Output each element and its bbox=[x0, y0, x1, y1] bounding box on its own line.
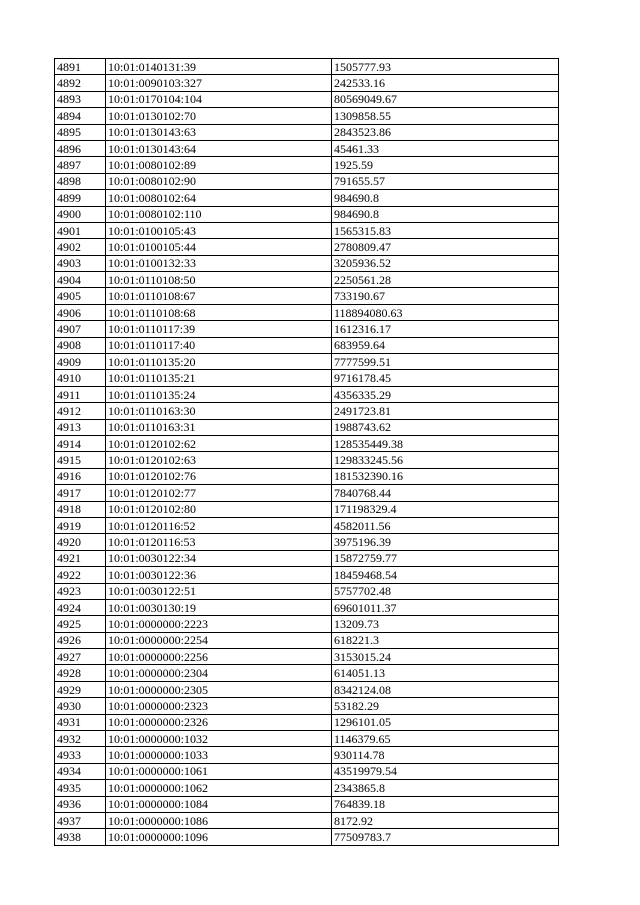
row-number-cell: 4924 bbox=[55, 599, 106, 615]
cadastral-number-cell: 10:01:0000000:1084 bbox=[106, 796, 332, 812]
table-row bbox=[55, 157, 559, 173]
value-cell: 2843523.86 bbox=[332, 124, 559, 140]
table-row bbox=[55, 255, 559, 271]
cadastral-number-cell: 10:01:0120116:53 bbox=[106, 534, 332, 550]
row-number-cell: 4926 bbox=[55, 632, 106, 648]
table-row bbox=[55, 599, 559, 615]
cadastral-number-cell: 10:01:0000000:2256 bbox=[106, 649, 332, 665]
table-row bbox=[55, 780, 559, 796]
value-cell: 1146379.65 bbox=[332, 731, 559, 747]
value-cell: 683959.64 bbox=[332, 337, 559, 353]
row-number-cell: 4920 bbox=[55, 534, 106, 550]
cadastral-number-cell: 10:01:0000000:2223 bbox=[106, 616, 332, 632]
table-row bbox=[55, 419, 559, 435]
value-cell: 7777599.51 bbox=[332, 354, 559, 370]
cadastral-number-cell: 10:01:0120116:52 bbox=[106, 517, 332, 533]
cadastral-number-cell: 10:01:0100105:44 bbox=[106, 239, 332, 255]
table-row bbox=[55, 681, 559, 697]
value-cell: 8342124.08 bbox=[332, 681, 559, 697]
row-number-cell: 4900 bbox=[55, 206, 106, 222]
value-cell: 4356335.29 bbox=[332, 386, 559, 402]
value-cell: 80569049.67 bbox=[332, 91, 559, 107]
cadastral-number-cell: 10:01:0080102:90 bbox=[106, 173, 332, 189]
cadastral-number-cell: 10:01:0090103:327 bbox=[106, 75, 332, 91]
row-number-cell: 4909 bbox=[55, 354, 106, 370]
value-cell: 1925.59 bbox=[332, 157, 559, 173]
table-row bbox=[55, 206, 559, 222]
table-row bbox=[55, 403, 559, 419]
cadastral-number-cell: 10:01:0110108:67 bbox=[106, 288, 332, 304]
value-cell: 984690.8 bbox=[332, 190, 559, 206]
cadastral-number-cell: 10:01:0130143:64 bbox=[106, 140, 332, 156]
row-number-cell: 4919 bbox=[55, 517, 106, 533]
table-row bbox=[55, 288, 559, 304]
value-cell: 181532390.16 bbox=[332, 468, 559, 484]
table-row bbox=[55, 337, 559, 353]
value-cell: 733190.67 bbox=[332, 288, 559, 304]
row-number-cell: 4925 bbox=[55, 616, 106, 632]
row-number-cell: 4898 bbox=[55, 173, 106, 189]
cadastral-number-cell: 10:01:0000000:1033 bbox=[106, 747, 332, 763]
row-number-cell: 4929 bbox=[55, 681, 106, 697]
value-cell: 1505777.93 bbox=[332, 59, 559, 75]
table-row bbox=[55, 304, 559, 320]
value-cell: 614051.13 bbox=[332, 665, 559, 681]
row-number-cell: 4897 bbox=[55, 157, 106, 173]
row-number-cell: 4905 bbox=[55, 288, 106, 304]
row-number-cell: 4935 bbox=[55, 780, 106, 796]
value-cell: 791655.57 bbox=[332, 173, 559, 189]
value-cell: 43519979.54 bbox=[332, 763, 559, 779]
row-number-cell: 4923 bbox=[55, 583, 106, 599]
value-cell: 1309858.55 bbox=[332, 108, 559, 124]
cadastral-number-cell: 10:01:0120102:77 bbox=[106, 485, 332, 501]
table-row bbox=[55, 665, 559, 681]
cadastral-number-cell: 10:01:0130102:70 bbox=[106, 108, 332, 124]
table-row bbox=[55, 747, 559, 763]
value-cell: 77509783.7 bbox=[332, 829, 559, 845]
value-cell: 5757702.48 bbox=[332, 583, 559, 599]
row-number-cell: 4910 bbox=[55, 370, 106, 386]
row-number-cell: 4922 bbox=[55, 567, 106, 583]
value-cell: 242533.16 bbox=[332, 75, 559, 91]
value-cell: 53182.29 bbox=[332, 698, 559, 714]
row-number-cell: 4891 bbox=[55, 59, 106, 75]
value-cell: 15872759.77 bbox=[332, 550, 559, 566]
cadastral-number-cell: 10:01:0100105:43 bbox=[106, 222, 332, 238]
table-row bbox=[55, 501, 559, 517]
cadastral-number-cell: 10:01:0000000:2254 bbox=[106, 632, 332, 648]
table-row bbox=[55, 91, 559, 107]
cadastral-number-cell: 10:01:0030122:34 bbox=[106, 550, 332, 566]
table-row bbox=[55, 517, 559, 533]
row-number-cell: 4933 bbox=[55, 747, 106, 763]
row-number-cell: 4914 bbox=[55, 435, 106, 451]
row-number-cell: 4894 bbox=[55, 108, 106, 124]
value-cell: 13209.73 bbox=[332, 616, 559, 632]
cadastral-number-cell: 10:01:0030122:36 bbox=[106, 567, 332, 583]
table-row bbox=[55, 435, 559, 451]
value-cell: 1296101.05 bbox=[332, 714, 559, 730]
cadastral-number-cell: 10:01:0130143:63 bbox=[106, 124, 332, 140]
table-row bbox=[55, 649, 559, 665]
cadastral-number-cell: 10:01:0000000:2326 bbox=[106, 714, 332, 730]
table-row bbox=[55, 354, 559, 370]
cadastral-number-cell: 10:01:0110135:20 bbox=[106, 354, 332, 370]
cadastral-number-cell: 10:01:0000000:1086 bbox=[106, 812, 332, 828]
table-row bbox=[55, 386, 559, 402]
table-row bbox=[55, 731, 559, 747]
value-cell: 7840768.44 bbox=[332, 485, 559, 501]
row-number-cell: 4892 bbox=[55, 75, 106, 91]
cadastral-number-cell: 10:01:0080102:64 bbox=[106, 190, 332, 206]
table-row bbox=[55, 698, 559, 714]
row-number-cell: 4918 bbox=[55, 501, 106, 517]
cadastral-number-cell: 10:01:0110135:24 bbox=[106, 386, 332, 402]
value-cell: 2250561.28 bbox=[332, 272, 559, 288]
value-cell: 3975196.39 bbox=[332, 534, 559, 550]
value-cell: 1565315.83 bbox=[332, 222, 559, 238]
table-row bbox=[55, 75, 559, 91]
value-cell: 45461.33 bbox=[332, 140, 559, 156]
value-cell: 3205936.52 bbox=[332, 255, 559, 271]
cadastral-number-cell: 10:01:0110108:50 bbox=[106, 272, 332, 288]
value-cell: 171198329.4 bbox=[332, 501, 559, 517]
cadastral-number-cell: 10:01:0120102:80 bbox=[106, 501, 332, 517]
table-row bbox=[55, 616, 559, 632]
cadastral-number-cell: 10:01:0110135:21 bbox=[106, 370, 332, 386]
cadastral-number-cell: 10:01:0140131:39 bbox=[106, 59, 332, 75]
table-row bbox=[55, 140, 559, 156]
cadastral-number-cell: 10:01:0110163:31 bbox=[106, 419, 332, 435]
row-number-cell: 4908 bbox=[55, 337, 106, 353]
value-cell: 2343865.8 bbox=[332, 780, 559, 796]
cadastral-number-cell: 10:01:0030122:51 bbox=[106, 583, 332, 599]
cadastral-number-cell: 10:01:0000000:2305 bbox=[106, 681, 332, 697]
value-cell: 984690.8 bbox=[332, 206, 559, 222]
row-number-cell: 4907 bbox=[55, 321, 106, 337]
row-number-cell: 4893 bbox=[55, 91, 106, 107]
table-row bbox=[55, 485, 559, 501]
row-number-cell: 4915 bbox=[55, 452, 106, 468]
cadastral-number-cell: 10:01:0000000:1061 bbox=[106, 763, 332, 779]
row-number-cell: 4911 bbox=[55, 386, 106, 402]
row-number-cell: 4917 bbox=[55, 485, 106, 501]
cadastral-number-cell: 10:01:0080102:110 bbox=[106, 206, 332, 222]
row-number-cell: 4904 bbox=[55, 272, 106, 288]
cadastral-number-cell: 10:01:0000000:2323 bbox=[106, 698, 332, 714]
row-number-cell: 4906 bbox=[55, 304, 106, 320]
row-number-cell: 4912 bbox=[55, 403, 106, 419]
table-row bbox=[55, 583, 559, 599]
value-cell: 9716178.45 bbox=[332, 370, 559, 386]
row-number-cell: 4896 bbox=[55, 140, 106, 156]
row-number-cell: 4938 bbox=[55, 829, 106, 845]
cadastral-number-cell: 10:01:0110117:40 bbox=[106, 337, 332, 353]
value-cell: 129833245.56 bbox=[332, 452, 559, 468]
row-number-cell: 4927 bbox=[55, 649, 106, 665]
table-row bbox=[55, 124, 559, 140]
row-number-cell: 4913 bbox=[55, 419, 106, 435]
table-body bbox=[55, 59, 559, 846]
cadastral-number-cell: 10:01:0120102:63 bbox=[106, 452, 332, 468]
table-row bbox=[55, 468, 559, 484]
table-row bbox=[55, 829, 559, 845]
table-row bbox=[55, 190, 559, 206]
value-cell: 8172.92 bbox=[332, 812, 559, 828]
cadastral-number-cell: 10:01:0110117:39 bbox=[106, 321, 332, 337]
row-number-cell: 4895 bbox=[55, 124, 106, 140]
row-number-cell: 4936 bbox=[55, 796, 106, 812]
cadastral-number-cell: 10:01:0000000:2304 bbox=[106, 665, 332, 681]
value-cell: 1988743.62 bbox=[332, 419, 559, 435]
row-number-cell: 4928 bbox=[55, 665, 106, 681]
row-number-cell: 4934 bbox=[55, 763, 106, 779]
row-number-cell: 4901 bbox=[55, 222, 106, 238]
row-number-cell: 4937 bbox=[55, 812, 106, 828]
row-number-cell: 4899 bbox=[55, 190, 106, 206]
table-row bbox=[55, 108, 559, 124]
row-number-cell: 4931 bbox=[55, 714, 106, 730]
row-number-cell: 4932 bbox=[55, 731, 106, 747]
cadastral-number-cell: 10:01:0120102:62 bbox=[106, 435, 332, 451]
value-cell: 2780809.47 bbox=[332, 239, 559, 255]
table-row bbox=[55, 239, 559, 255]
value-cell: 764839.18 bbox=[332, 796, 559, 812]
cadastral-number-cell: 10:01:0000000:1096 bbox=[106, 829, 332, 845]
table-row bbox=[55, 452, 559, 468]
value-cell: 128535449.38 bbox=[332, 435, 559, 451]
row-number-cell: 4930 bbox=[55, 698, 106, 714]
table-row bbox=[55, 222, 559, 238]
row-number-cell: 4916 bbox=[55, 468, 106, 484]
cadastral-number-cell: 10:01:0170104:104 bbox=[106, 91, 332, 107]
table-row bbox=[55, 812, 559, 828]
cadastral-number-cell: 10:01:0000000:1032 bbox=[106, 731, 332, 747]
row-number-cell: 4902 bbox=[55, 239, 106, 255]
row-number-cell: 4903 bbox=[55, 255, 106, 271]
table-row bbox=[55, 272, 559, 288]
table-row bbox=[55, 534, 559, 550]
value-cell: 69601011.37 bbox=[332, 599, 559, 615]
value-cell: 4582011.56 bbox=[332, 517, 559, 533]
cadastral-number-cell: 10:01:0080102:89 bbox=[106, 157, 332, 173]
table-row bbox=[55, 567, 559, 583]
data-table bbox=[54, 58, 559, 846]
table-row bbox=[55, 763, 559, 779]
table-row bbox=[55, 370, 559, 386]
table-row bbox=[55, 632, 559, 648]
value-cell: 3153015.24 bbox=[332, 649, 559, 665]
value-cell: 118894080.63 bbox=[332, 304, 559, 320]
cadastral-number-cell: 10:01:0120102:76 bbox=[106, 468, 332, 484]
cadastral-number-cell: 10:01:0110163:30 bbox=[106, 403, 332, 419]
cadastral-number-cell: 10:01:0000000:1062 bbox=[106, 780, 332, 796]
table-row bbox=[55, 59, 559, 75]
cadastral-number-cell: 10:01:0030130:19 bbox=[106, 599, 332, 615]
value-cell: 618221.3 bbox=[332, 632, 559, 648]
table-row bbox=[55, 796, 559, 812]
value-cell: 930114.78 bbox=[332, 747, 559, 763]
value-cell: 18459468.54 bbox=[332, 567, 559, 583]
table-row bbox=[55, 173, 559, 189]
cadastral-number-cell: 10:01:0100132:33 bbox=[106, 255, 332, 271]
table-row bbox=[55, 550, 559, 566]
table-row bbox=[55, 714, 559, 730]
table-row bbox=[55, 321, 559, 337]
value-cell: 1612316.17 bbox=[332, 321, 559, 337]
row-number-cell: 4921 bbox=[55, 550, 106, 566]
cadastral-number-cell: 10:01:0110108:68 bbox=[106, 304, 332, 320]
value-cell: 2491723.81 bbox=[332, 403, 559, 419]
